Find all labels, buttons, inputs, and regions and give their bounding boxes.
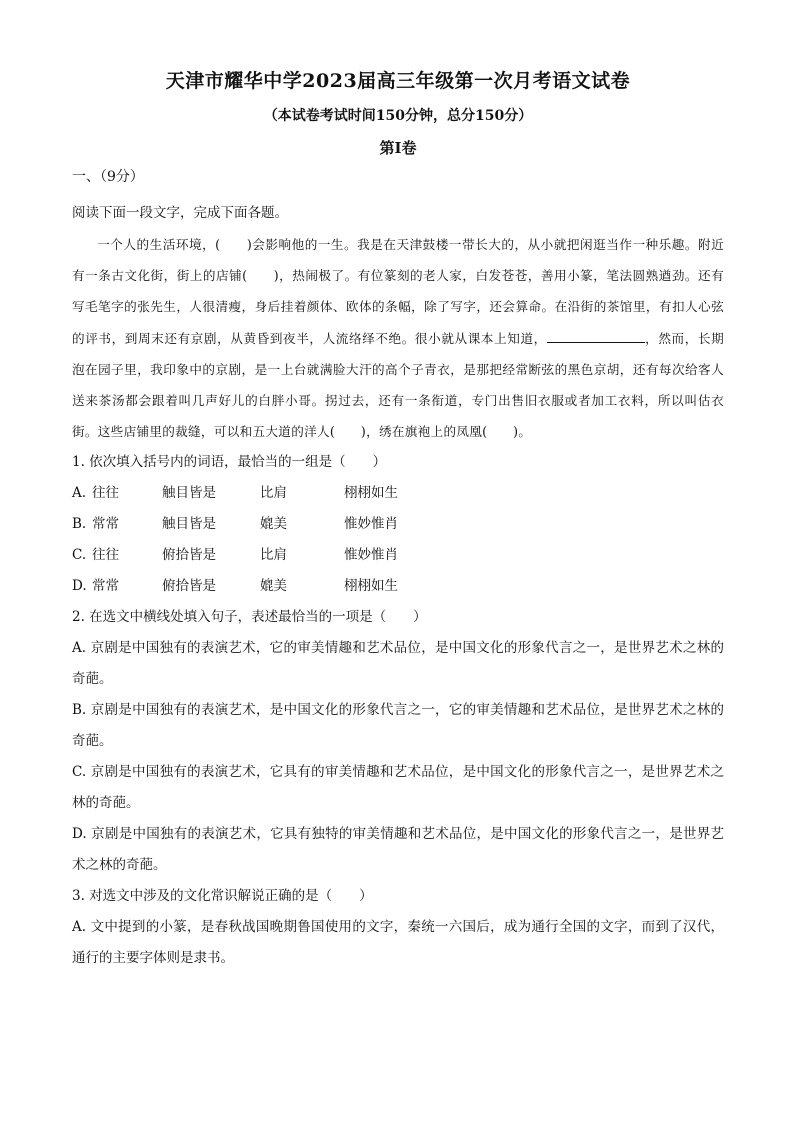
option-key: B.	[72, 516, 87, 533]
question-1-option-a	[72, 478, 724, 509]
volume-label: 第Ⅰ卷	[379, 139, 417, 157]
question-1-stem: 1. 依次填入括号内的词语，最恰当的一组是（ ）	[72, 454, 387, 471]
option-word-3: 媲美	[260, 578, 287, 595]
fill-blank-line	[547, 328, 645, 343]
section-heading: 一、（9分）	[72, 169, 144, 185]
option-word-1: 往往	[92, 485, 119, 502]
option-word-1: 常常	[92, 578, 119, 595]
option-word-4: 惟妙惟肖	[344, 547, 398, 564]
option-word-1: 常常	[92, 516, 119, 533]
passage-part-1: 一个人的生活环境，( )会影响他的一生。我是在天津鼓楼一带长大的，从小就把闲逛当作一种乐趣。附近有一条古文化街，街上的店铺( )，热闹极了。有位篆刻的老人家，白发苍苍，善用小篆，笔法圆熟遒劲。还有写毛笔字的张先生，人很清瘦，身后挂着颜体、欧体的条幅，除了写字，还会算命。在沿街的茶馆里，有扣人心弦的评书，到周末还有京剧，从黄昏到夜半，人流络绎不绝。很小就从课本上知道，	[72, 237, 724, 346]
question-2-stem: 2. 在选文中横线处填入句子，表述最恰当的一项是（ ）	[72, 609, 427, 626]
question-2-option-d: D. 京剧是中国独有的表演艺术，它具有独特的审美情趣和艺术品位，是中国文化的形象代言之一，是世界艺术之林的奇葩。	[72, 826, 724, 874]
passage-part-2: ，然而，长期泡在园子里，我印象中的京剧，是一上台就满脸大汗的高个子青衣，是那把经常断弦的黑色京胡，还有每次给客人送来茶汤都会跟着叫几声好儿的白胖小哥。拐过去，还有一条衔道，专门出售旧衣服或者加工衣料，所以叫估衣街。这些店铺里的裁缝，可以和五大道的洋人( )，绣在旗袍上的凤凰( )。	[72, 330, 724, 440]
option-word-2: 俯拾皆是	[162, 547, 216, 564]
question-2-option-b: B. 京剧是中国独有的表演艺术，是中国文化的形象代言之一，它的审美情趣和艺术品位，是世界艺术之林的奇葩。	[72, 702, 724, 750]
option-word-2: 触目皆是	[162, 485, 216, 502]
question-3-stem: 3. 对选文中涉及的文化常识解说正确的是（ ）	[72, 888, 373, 905]
option-word-3: 比肩	[260, 485, 287, 502]
exam-subtitle: （本试卷考试时间150分钟，总分150分）	[263, 108, 533, 124]
option-word-4: 惟妙惟肖	[344, 516, 398, 533]
question-1-option-c	[72, 540, 724, 571]
option-key: A.	[72, 485, 87, 502]
option-word-2: 触目皆是	[162, 516, 216, 533]
question-3-option-a: A. 文中提到的小篆，是春秋战国晚期鲁国使用的文字，秦统一六国后，成为通行全国的文字，而到了汉代，通行的主要字体则是隶书。	[72, 919, 724, 967]
option-word-1: 往往	[92, 547, 119, 564]
exam-title: 天津市耀华中学2023届高三年级第一次月考语文试卷	[165, 70, 631, 92]
option-word-3: 比肩	[260, 547, 287, 564]
question-2-option-c: C. 京剧是中国独有的表演艺术，它具有的审美情趣和艺术品位，是中国文化的形象代言之一，是世界艺术之林的奇葩。	[72, 764, 724, 812]
question-1-option-b	[72, 509, 724, 540]
option-word-4: 栩栩如生	[344, 485, 398, 502]
question-2-option-a: A. 京剧是中国独有的表演艺术，它的审美情趣和艺术品位，是中国文化的形象代言之一，是世界艺术之林的奇葩。	[72, 640, 724, 688]
option-word-3: 媲美	[260, 516, 287, 533]
instruction-text: 阅读下面一段文字，完成下面各题。	[72, 205, 288, 221]
option-key: D.	[72, 578, 87, 595]
option-word-2: 俯拾皆是	[162, 578, 216, 595]
question-1-option-d	[72, 571, 724, 602]
reading-passage	[72, 229, 724, 447]
option-word-4: 栩栩如生	[344, 578, 398, 595]
option-key: C.	[72, 547, 87, 564]
